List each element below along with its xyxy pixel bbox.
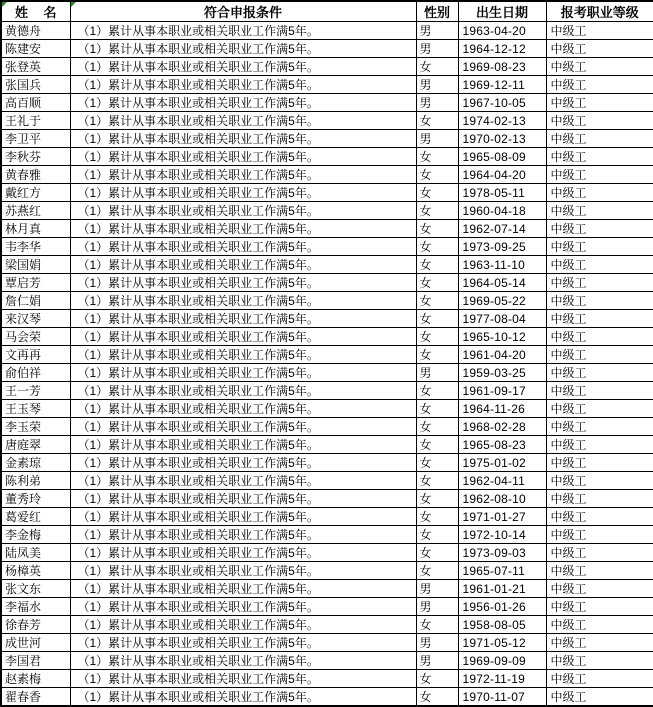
table-row — [1, 310, 653, 328]
table-row — [1, 544, 653, 562]
name-cell[interactable]: 韦李华 — [1, 238, 70, 256]
table-row — [1, 148, 653, 166]
birth-date-cell[interactable]: 1961-04-20 — [458, 346, 546, 364]
gender-cell[interactable]: 女 — [416, 472, 458, 490]
name-cell[interactable]: 葛爱红 — [1, 508, 70, 526]
table-row — [1, 40, 653, 58]
condition-cell[interactable]: （1）累计从事本职业或相关职业工作满5年。 — [70, 364, 416, 382]
gender-cell[interactable]: 女 — [416, 616, 458, 634]
level-cell[interactable]: 中级工 — [546, 94, 653, 112]
condition-cell[interactable]: （1）累计从事本职业或相关职业工作满5年。 — [70, 274, 416, 292]
birth-date-cell[interactable]: 1956-01-26 — [458, 598, 546, 616]
level-cell[interactable]: 中级工 — [546, 202, 653, 220]
condition-cell[interactable]: （1）累计从事本职业或相关职业工作满5年。 — [70, 328, 416, 346]
name-cell[interactable]: 文再再 — [1, 346, 70, 364]
condition-cell[interactable]: （1）累计从事本职业或相关职业工作满5年。 — [70, 220, 416, 238]
name-cell[interactable]: 董秀玲 — [1, 490, 70, 508]
name-cell[interactable]: 黄德舟 — [1, 22, 70, 40]
level-cell[interactable]: 中级工 — [546, 400, 653, 418]
condition-cell[interactable]: （1）累计从事本职业或相关职业工作满5年。 — [70, 292, 416, 310]
birth-date-cell[interactable]: 1964-04-20 — [458, 166, 546, 184]
level-cell[interactable]: 中级工 — [546, 454, 653, 472]
cell-error-flag-icon — [2, 2, 7, 7]
table-row — [1, 436, 653, 454]
level-cell[interactable]: 中级工 — [546, 274, 653, 292]
header-cell-level[interactable] — [546, 1, 653, 22]
gender-cell[interactable]: 女 — [416, 184, 458, 202]
name-cell[interactable]: 李玉荣 — [1, 418, 70, 436]
header-label-gender: 性别 — [423, 5, 450, 20]
birth-date-cell[interactable]: 1962-08-10 — [458, 490, 546, 508]
gender-cell[interactable]: 女 — [416, 166, 458, 184]
gender-cell[interactable]: 女 — [416, 436, 458, 454]
header-cell-birth-date[interactable] — [458, 1, 546, 22]
name-cell[interactable]: 李国君 — [1, 652, 70, 670]
condition-cell[interactable]: （1）累计从事本职业或相关职业工作满5年。 — [70, 310, 416, 328]
birth-date-cell[interactable]: 1972-11-19 — [458, 670, 546, 688]
name-cell[interactable]: 苏燕红 — [1, 202, 70, 220]
name-cell[interactable]: 陈建安 — [1, 40, 70, 58]
birth-date-cell[interactable]: 1964-11-26 — [458, 400, 546, 418]
gender-cell[interactable]: 女 — [416, 418, 458, 436]
table-row — [1, 328, 653, 346]
level-cell[interactable]: 中级工 — [546, 472, 653, 490]
birth-date-cell[interactable]: 1972-10-14 — [458, 526, 546, 544]
name-cell[interactable]: 俞伯祥 — [1, 364, 70, 382]
name-cell[interactable]: 王玉琴 — [1, 400, 70, 418]
gender-cell[interactable]: 男 — [416, 364, 458, 382]
gender-cell[interactable]: 男 — [416, 76, 458, 94]
condition-cell[interactable]: （1）累计从事本职业或相关职业工作满5年。 — [70, 382, 416, 400]
level-cell[interactable]: 中级工 — [546, 544, 653, 562]
gender-cell[interactable]: 女 — [416, 382, 458, 400]
gender-cell[interactable]: 女 — [416, 400, 458, 418]
level-cell[interactable]: 中级工 — [546, 40, 653, 58]
name-cell[interactable]: 高百顺 — [1, 94, 70, 112]
condition-cell[interactable]: （1）累计从事本职业或相关职业工作满5年。 — [70, 598, 416, 616]
level-cell[interactable]: 中级工 — [546, 292, 653, 310]
name-cell[interactable]: 覃启芳 — [1, 274, 70, 292]
condition-cell[interactable]: （1）累计从事本职业或相关职业工作满5年。 — [70, 184, 416, 202]
table-row — [1, 454, 653, 472]
condition-cell[interactable]: （1）累计从事本职业或相关职业工作满5年。 — [70, 166, 416, 184]
birth-date-cell[interactable]: 1964-12-12 — [458, 40, 546, 58]
level-cell[interactable]: 中级工 — [546, 382, 653, 400]
birth-date-cell[interactable]: 1961-01-21 — [458, 580, 546, 598]
table-row — [1, 598, 653, 616]
table-row — [1, 382, 653, 400]
name-cell[interactable]: 赵素梅 — [1, 670, 70, 688]
level-cell[interactable]: 中级工 — [546, 688, 653, 707]
level-cell[interactable]: 中级工 — [546, 328, 653, 346]
name-cell[interactable]: 王礼于 — [1, 112, 70, 130]
table-row — [1, 274, 653, 292]
birth-date-cell[interactable]: 1965-08-23 — [458, 436, 546, 454]
gender-cell[interactable]: 女 — [416, 238, 458, 256]
name-cell[interactable]: 成世河 — [1, 634, 70, 652]
name-cell[interactable]: 金素琼 — [1, 454, 70, 472]
table-row — [1, 418, 653, 436]
birth-date-cell[interactable]: 1970-11-07 — [458, 688, 546, 707]
header-cell-gender[interactable] — [416, 1, 458, 22]
table-row — [1, 166, 653, 184]
level-cell[interactable]: 中级工 — [546, 598, 653, 616]
table-row — [1, 526, 653, 544]
gender-cell[interactable]: 男 — [416, 598, 458, 616]
table-row — [1, 130, 653, 148]
level-cell[interactable]: 中级工 — [546, 76, 653, 94]
birth-date-cell[interactable]: 1974-02-13 — [458, 112, 546, 130]
gender-cell[interactable]: 女 — [416, 490, 458, 508]
condition-cell[interactable]: （1）累计从事本职业或相关职业工作满5年。 — [70, 688, 416, 707]
table-row — [1, 508, 653, 526]
level-cell[interactable]: 中级工 — [546, 148, 653, 166]
gender-cell[interactable]: 女 — [416, 328, 458, 346]
birth-date-cell[interactable]: 1971-05-12 — [458, 634, 546, 652]
condition-cell[interactable]: （1）累计从事本职业或相关职业工作满5年。 — [70, 148, 416, 166]
condition-cell[interactable]: （1）累计从事本职业或相关职业工作满5年。 — [70, 346, 416, 364]
name-cell[interactable]: 黄春雅 — [1, 166, 70, 184]
birth-date-cell[interactable]: 1977-08-04 — [458, 310, 546, 328]
condition-cell[interactable]: （1）累计从事本职业或相关职业工作满5年。 — [70, 76, 416, 94]
condition-cell[interactable]: （1）累计从事本职业或相关职业工作满5年。 — [70, 58, 416, 76]
birth-date-cell[interactable]: 1971-01-27 — [458, 508, 546, 526]
table-row — [1, 490, 653, 508]
condition-cell[interactable]: （1）累计从事本职业或相关职业工作满5年。 — [70, 580, 416, 598]
table-row — [1, 400, 653, 418]
birth-date-cell[interactable]: 1962-04-11 — [458, 472, 546, 490]
name-cell[interactable]: 来汉琴 — [1, 310, 70, 328]
table-row — [1, 580, 653, 598]
name-cell[interactable]: 张文东 — [1, 580, 70, 598]
gender-cell[interactable]: 女 — [416, 58, 458, 76]
birth-date-cell[interactable]: 1959-03-25 — [458, 364, 546, 382]
table-row — [1, 22, 653, 40]
level-cell[interactable]: 中级工 — [546, 184, 653, 202]
name-cell[interactable]: 翟春香 — [1, 688, 70, 707]
table-row — [1, 670, 653, 688]
condition-cell[interactable]: （1）累计从事本职业或相关职业工作满5年。 — [70, 472, 416, 490]
birth-date-cell[interactable]: 1963-11-10 — [458, 256, 546, 274]
name-cell[interactable]: 林月真 — [1, 220, 70, 238]
gender-cell[interactable]: 女 — [416, 112, 458, 130]
condition-cell[interactable]: （1）累计从事本职业或相关职业工作满5年。 — [70, 400, 416, 418]
birth-date-cell[interactable]: 1969-05-22 — [458, 292, 546, 310]
condition-cell[interactable]: （1）累计从事本职业或相关职业工作满5年。 — [70, 436, 416, 454]
level-cell[interactable]: 中级工 — [546, 490, 653, 508]
header-label-birth-date: 出生日期 — [475, 5, 528, 20]
birth-date-cell[interactable]: 1967-10-05 — [458, 94, 546, 112]
level-cell[interactable]: 中级工 — [546, 436, 653, 454]
gender-cell[interactable]: 男 — [416, 130, 458, 148]
name-cell[interactable]: 李福水 — [1, 598, 70, 616]
birth-date-cell[interactable]: 1960-04-18 — [458, 202, 546, 220]
table-row — [1, 364, 653, 382]
birth-date-cell[interactable]: 1975-01-02 — [458, 454, 546, 472]
name-cell[interactable]: 李秋芬 — [1, 148, 70, 166]
name-cell[interactable]: 杨樟英 — [1, 562, 70, 580]
header-label-condition: 符合申报条件 — [203, 5, 282, 20]
level-cell[interactable]: 中级工 — [546, 238, 653, 256]
condition-cell[interactable]: （1）累计从事本职业或相关职业工作满5年。 — [70, 490, 416, 508]
condition-cell[interactable]: （1）累计从事本职业或相关职业工作满5年。 — [70, 634, 416, 652]
name-cell[interactable]: 李金梅 — [1, 526, 70, 544]
condition-cell[interactable]: （1）累计从事本职业或相关职业工作满5年。 — [70, 94, 416, 112]
gender-cell[interactable]: 男 — [416, 580, 458, 598]
level-cell[interactable]: 中级工 — [546, 58, 653, 76]
table-body — [1, 22, 653, 707]
birth-date-cell[interactable]: 1962-07-14 — [458, 220, 546, 238]
gender-cell[interactable]: 女 — [416, 346, 458, 364]
level-cell[interactable]: 中级工 — [546, 166, 653, 184]
condition-cell[interactable]: （1）累计从事本职业或相关职业工作满5年。 — [70, 508, 416, 526]
condition-cell[interactable]: （1）累计从事本职业或相关职业工作满5年。 — [70, 130, 416, 148]
name-cell[interactable]: 张登英 — [1, 58, 70, 76]
gender-cell[interactable]: 女 — [416, 292, 458, 310]
gender-cell[interactable]: 女 — [416, 310, 458, 328]
table-row — [1, 184, 653, 202]
header-row — [1, 1, 653, 22]
birth-date-cell[interactable]: 1969-09-09 — [458, 652, 546, 670]
gender-cell[interactable]: 女 — [416, 256, 458, 274]
table-row — [1, 292, 653, 310]
table-row — [1, 256, 653, 274]
table-row — [1, 634, 653, 652]
level-cell[interactable]: 中级工 — [546, 310, 653, 328]
gender-cell[interactable]: 女 — [416, 526, 458, 544]
condition-cell[interactable]: （1）累计从事本职业或相关职业工作满5年。 — [70, 256, 416, 274]
name-cell[interactable]: 张国兵 — [1, 76, 70, 94]
name-cell[interactable]: 梁国娟 — [1, 256, 70, 274]
name-cell[interactable]: 詹仁娟 — [1, 292, 70, 310]
gender-cell[interactable]: 女 — [416, 202, 458, 220]
gender-cell[interactable]: 女 — [416, 562, 458, 580]
birth-date-cell[interactable]: 1965-10-12 — [458, 328, 546, 346]
gender-cell[interactable]: 女 — [416, 454, 458, 472]
name-cell[interactable]: 马会荣 — [1, 328, 70, 346]
condition-cell[interactable]: （1）累计从事本职业或相关职业工作满5年。 — [70, 544, 416, 562]
birth-date-cell[interactable]: 1964-05-14 — [458, 274, 546, 292]
gender-cell[interactable]: 男 — [416, 22, 458, 40]
birth-date-cell[interactable]: 1973-09-25 — [458, 238, 546, 256]
table-row — [1, 202, 653, 220]
header-cell-name[interactable] — [1, 1, 70, 22]
gender-cell[interactable]: 女 — [416, 544, 458, 562]
level-cell[interactable]: 中级工 — [546, 670, 653, 688]
level-cell[interactable]: 中级工 — [546, 130, 653, 148]
name-cell[interactable]: 戴红方 — [1, 184, 70, 202]
level-cell[interactable]: 中级工 — [546, 22, 653, 40]
birth-date-cell[interactable]: 1969-08-23 — [458, 58, 546, 76]
gender-cell[interactable]: 女 — [416, 274, 458, 292]
gender-cell[interactable]: 女 — [416, 688, 458, 707]
condition-cell[interactable]: （1）累计从事本职业或相关职业工作满5年。 — [70, 670, 416, 688]
gender-cell[interactable]: 女 — [416, 508, 458, 526]
gender-cell[interactable]: 女 — [416, 670, 458, 688]
gender-cell[interactable]: 男 — [416, 652, 458, 670]
level-cell[interactable]: 中级工 — [546, 508, 653, 526]
table-row — [1, 688, 653, 707]
header-cell-condition[interactable] — [70, 1, 416, 22]
table-row — [1, 58, 653, 76]
birth-date-cell[interactable]: 1958-08-05 — [458, 616, 546, 634]
level-cell[interactable]: 中级工 — [546, 616, 653, 634]
table-row — [1, 472, 653, 490]
gender-cell[interactable]: 女 — [416, 148, 458, 166]
birth-date-cell[interactable]: 1961-09-17 — [458, 382, 546, 400]
name-cell[interactable]: 徐春芳 — [1, 616, 70, 634]
level-cell[interactable]: 中级工 — [546, 652, 653, 670]
condition-cell[interactable]: （1）累计从事本职业或相关职业工作满5年。 — [70, 40, 416, 58]
cell-error-flag-icon — [71, 2, 76, 7]
condition-cell[interactable]: （1）累计从事本职业或相关职业工作满5年。 — [70, 418, 416, 436]
condition-cell[interactable]: （1）累计从事本职业或相关职业工作满5年。 — [70, 616, 416, 634]
birth-date-cell[interactable]: 1968-02-28 — [458, 418, 546, 436]
condition-cell[interactable]: （1）累计从事本职业或相关职业工作满5年。 — [70, 238, 416, 256]
level-cell[interactable]: 中级工 — [546, 526, 653, 544]
level-cell[interactable]: 中级工 — [546, 112, 653, 130]
table-row — [1, 238, 653, 256]
table-row — [1, 112, 653, 130]
condition-cell[interactable]: （1）累计从事本职业或相关职业工作满5年。 — [70, 454, 416, 472]
birth-date-cell[interactable]: 1970-02-13 — [458, 130, 546, 148]
gender-cell[interactable]: 男 — [416, 94, 458, 112]
table-row — [1, 94, 653, 112]
table-row — [1, 562, 653, 580]
condition-cell[interactable]: （1）累计从事本职业或相关职业工作满5年。 — [70, 112, 416, 130]
level-cell[interactable]: 中级工 — [546, 364, 653, 382]
table-row — [1, 76, 653, 94]
birth-date-cell[interactable]: 1965-08-09 — [458, 148, 546, 166]
birth-date-cell[interactable]: 1973-09-03 — [458, 544, 546, 562]
name-cell[interactable]: 李卫平 — [1, 130, 70, 148]
gender-cell[interactable]: 男 — [416, 40, 458, 58]
condition-cell[interactable]: （1）累计从事本职业或相关职业工作满5年。 — [70, 562, 416, 580]
level-cell[interactable]: 中级工 — [546, 634, 653, 652]
level-cell[interactable]: 中级工 — [546, 220, 653, 238]
birth-date-cell[interactable]: 1963-04-20 — [458, 22, 546, 40]
level-cell[interactable]: 中级工 — [546, 256, 653, 274]
condition-cell[interactable]: （1）累计从事本职业或相关职业工作满5年。 — [70, 526, 416, 544]
condition-cell[interactable]: （1）累计从事本职业或相关职业工作满5年。 — [70, 652, 416, 670]
level-cell[interactable]: 中级工 — [546, 418, 653, 436]
header-label-name: 姓 名 — [14, 5, 63, 20]
level-cell[interactable]: 中级工 — [546, 580, 653, 598]
birth-date-cell[interactable]: 1965-07-11 — [458, 562, 546, 580]
name-cell[interactable]: 陈利弟 — [1, 472, 70, 490]
name-cell[interactable]: 唐庭翠 — [1, 436, 70, 454]
table-row — [1, 616, 653, 634]
table-row — [1, 220, 653, 238]
birth-date-cell[interactable]: 1978-05-11 — [458, 184, 546, 202]
table-row — [1, 346, 653, 364]
name-cell[interactable]: 陆凤美 — [1, 544, 70, 562]
gender-cell[interactable]: 男 — [416, 634, 458, 652]
name-cell[interactable]: 王一芳 — [1, 382, 70, 400]
condition-cell[interactable]: （1）累计从事本职业或相关职业工作满5年。 — [70, 22, 416, 40]
level-cell[interactable]: 中级工 — [546, 346, 653, 364]
birth-date-cell[interactable]: 1969-12-11 — [458, 76, 546, 94]
gender-cell[interactable]: 女 — [416, 220, 458, 238]
level-cell[interactable]: 中级工 — [546, 562, 653, 580]
header-label-level: 报考职业等级 — [560, 5, 639, 20]
table-row — [1, 652, 653, 670]
condition-cell[interactable]: （1）累计从事本职业或相关职业工作满5年。 — [70, 202, 416, 220]
